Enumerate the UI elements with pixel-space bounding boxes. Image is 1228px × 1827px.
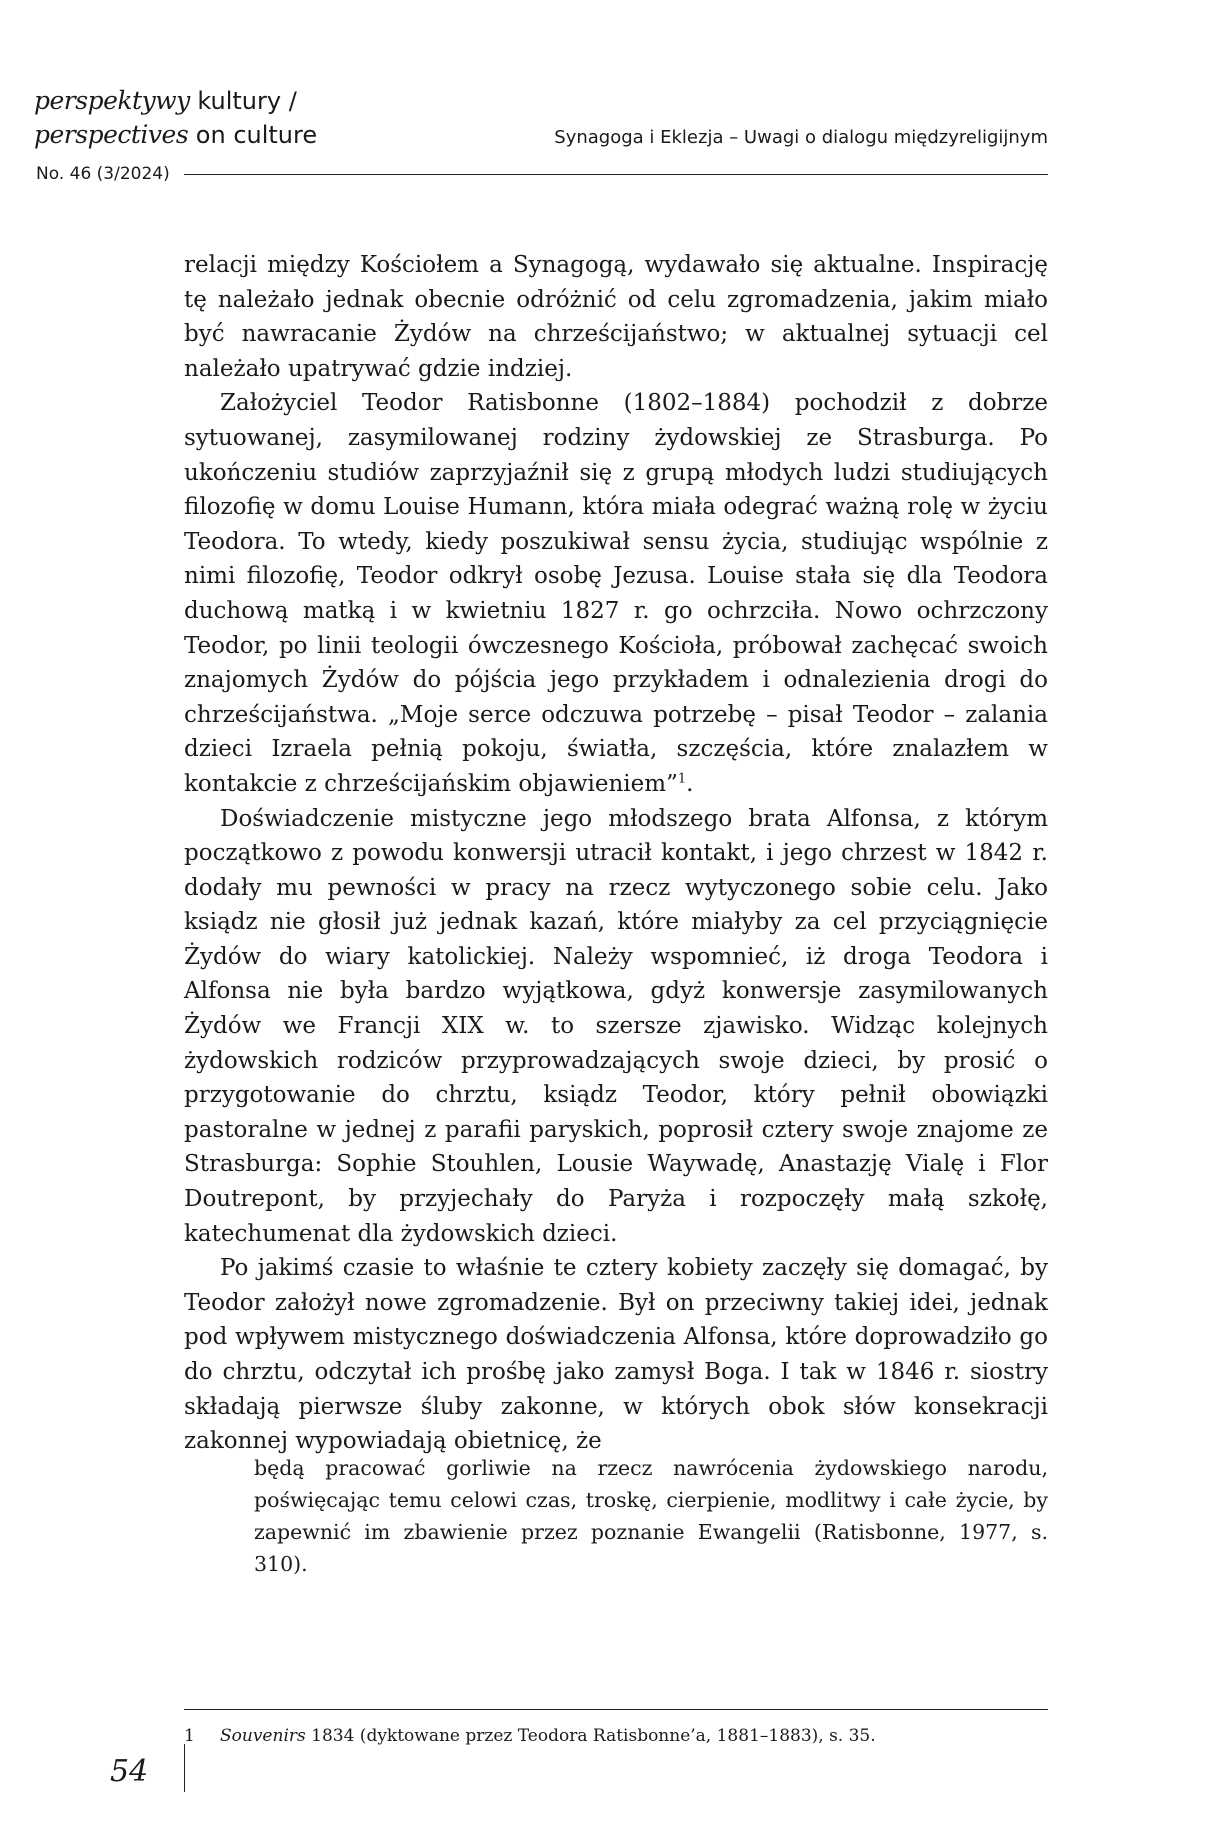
article-body: [184, 248, 1048, 1459]
running-title: Synagoga i Eklezja – Uwagi o dialogu międzyreligijnym: [554, 127, 1048, 148]
journal-title: [34, 84, 334, 152]
page-number-rule: [184, 1744, 185, 1792]
journal-title-pl-plain: kultury /: [189, 87, 297, 115]
paragraph-1: relacji między Kościołem a Synagogą, wydawało się aktualne. Inspirację tę należało jednak obecnie odróżnić od celu zgromadzenia, jakim miało być nawracanie Żydów na chrześcijaństwo; w aktualnej sytuacji cel należało upatrywać gdzie indziej.: [184, 252, 1048, 382]
footnote-title: Souvenirs: [220, 1726, 306, 1746]
paragraph-2-end: .: [686, 770, 694, 797]
paragraph-2-text: Założyciel Teodor Ratisbonne (1802–1884) pochodził z dobrze sytuowanej, zasymilowanej rodziny żydowskiej ze Strasburga. Po ukończeniu studiów zaprzyjaźnił się z grupą młodych ludzi studiujących filozofię w domu Louise Humann, która miała odegrać ważną rolę w życiu Teodora. To wtedy, kiedy poszukiwał sensu życia, studiując wspólnie z nimi filozofię, Teodor odkrył osobę Jezusa. Louise stała się dla Teodora duchową matką i w kwietniu 1827 r. go ochrzciła. Nowo ochrzczony Teodor, po linii teologii ówczesnego Kościoła, próbował zachęcać swoich znajomych Żydów do pójścia jego przykładem i odnalezienia drogi do chrześcijaństwa. „Moje serce odczuwa potrzebę – pisał Teodor – zalania dzieci Izraela pełnią pokoju, światła, szczęścia, które znalazłem w kontakcie z chrześcijańskim objawieniem”: [184, 390, 1048, 797]
paragraph-3: Doświadczenie mistyczne jego młodszego brata Alfonsa, z którym początkowo z powodu konwersji utracił kontakt, i jego chrzest w 1842 r. dodały mu pewności w pracy na rzecz wytyczonego sobie celu. Jako ksiądz nie głosił już jednak kazań, które miałyby za cel przyciągnięcie Żydów do wiary katolickiej. Należy wspomnieć, iż droga Teodora i Alfonsa nie była bardzo wyjątkowa, gdyż konwersje zasymilowanych Żydów we Francji XIX w. to szersze zjawisko. Widząc kolejnych żydowskich rodziców przyprowadzających swoje dzieci, by prosić o przygotowanie do chrztu, ksiądz Teodor, który pełnił obowiązki pastoralne w jednej z parafii paryskich, poprosił cztery swoje znajome ze Strasburga: Sophie Stouhlen, Lousie Waywadę, Anastazję Vialę i Flor Doutrepont, by przyjechały do Paryża i rozpoczęły małą szkołę, katechumenat dla żydowskich dzieci.: [184, 805, 1048, 1247]
footnote-rule: [184, 1709, 1048, 1710]
journal-title-pl-script: perspektywy: [34, 86, 190, 115]
journal-title-en-plain: on culture: [188, 121, 318, 149]
header-rule: [184, 174, 1048, 175]
paragraph-2: [184, 386, 1048, 801]
paragraph-4: Po jakimś czasie to właśnie te cztery kobiety zaczęły się domagać, by Teodor założył nowe zgromadzenie. Był on przeciwny takiej idei, jednak pod wpływem mistycznego doświadczenia Alfonsa, które doprowadziło go do chrztu, odczytał ich prośbę jako zamysł Boga. I tak w 1846 r. siostry składają pierwsze śluby zakonne, w których obok słów konsekracji zakonnej wypowiadają obietnicę, że: [184, 1255, 1048, 1455]
page-number: 54: [110, 1754, 149, 1789]
footnote-text: 1834 (dyktowane przez Teodora Ratisbonne’a, 1881–1883), s. 35.: [305, 1726, 876, 1746]
footnote-1: [184, 1724, 1048, 1748]
block-quote: będą pracować gorliwie na rzecz nawrócenia żydowskiego narodu, poświęcając temu celowi czas, troskę, cierpienie, modlitwy i całe życie, by zapewnić im zbawienie przez poznanie Ewangelii (Ratisbonne, 1977, s. 310).: [254, 1456, 1048, 1576]
issue-number: No. 46 (3/2024): [36, 164, 170, 184]
footnote-number: 1: [184, 1726, 195, 1746]
journal-title-en: [34, 118, 334, 152]
footnote-ref-1[interactable]: 1: [677, 771, 687, 787]
journal-title-en-script: perspectives: [34, 120, 189, 149]
journal-title-pl: [34, 84, 334, 118]
